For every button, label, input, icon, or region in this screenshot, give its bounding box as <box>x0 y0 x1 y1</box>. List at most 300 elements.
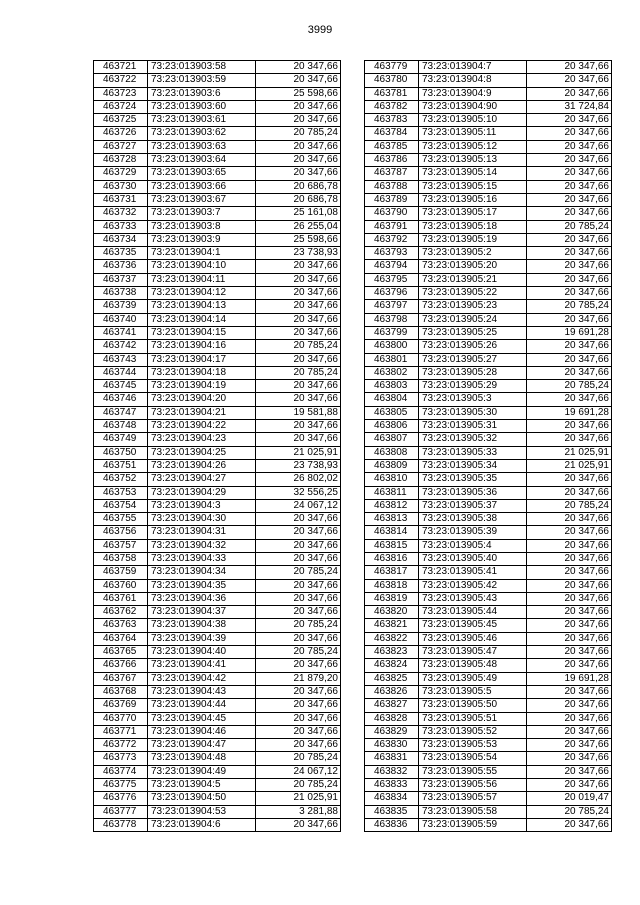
row-number-cell: 463737 <box>94 273 148 286</box>
cadastral-number-cell: 73:23:013905:34 <box>419 459 527 472</box>
table-row <box>365 353 612 366</box>
cadastral-number-cell: 73:23:013904:35 <box>148 579 256 592</box>
row-number-cell: 463762 <box>94 606 148 619</box>
value-cell: 20 347,66 <box>256 154 341 167</box>
value-cell: 20 347,66 <box>256 725 341 738</box>
cadastral-number-cell: 73:23:013904:33 <box>148 552 256 565</box>
table-row <box>94 619 341 632</box>
table-row <box>365 180 612 193</box>
table-row <box>94 207 341 220</box>
row-number-cell: 463750 <box>94 446 148 459</box>
row-number-cell: 463805 <box>365 406 419 419</box>
cadastral-number-cell: 73:23:013904:12 <box>148 287 256 300</box>
value-cell: 20 347,66 <box>527 366 612 379</box>
table-row <box>94 805 341 818</box>
row-number-cell: 463789 <box>365 193 419 206</box>
row-number-cell: 463829 <box>365 725 419 738</box>
row-number-cell: 463835 <box>365 805 419 818</box>
row-number-cell: 463748 <box>94 420 148 433</box>
row-number-cell: 463775 <box>94 779 148 792</box>
table-row <box>365 539 612 552</box>
cadastral-number-cell: 73:23:013904:25 <box>148 446 256 459</box>
table-row <box>365 340 612 353</box>
value-cell: 20 347,66 <box>256 579 341 592</box>
value-cell: 20 785,24 <box>527 499 612 512</box>
cadastral-number-cell: 73:23:013905:27 <box>419 353 527 366</box>
value-cell: 20 019,47 <box>527 792 612 805</box>
cadastral-number-cell: 73:23:013905:41 <box>419 566 527 579</box>
row-number-cell: 463825 <box>365 672 419 685</box>
value-cell: 20 347,66 <box>256 114 341 127</box>
cadastral-number-cell: 73:23:013904:32 <box>148 539 256 552</box>
table-row <box>94 114 341 127</box>
cadastral-number-cell: 73:23:013903:64 <box>148 154 256 167</box>
row-number-cell: 463728 <box>94 154 148 167</box>
cadastral-number-cell: 73:23:013904:1 <box>148 247 256 260</box>
table-row <box>365 685 612 698</box>
table-row <box>365 260 612 273</box>
value-cell: 20 347,66 <box>256 539 341 552</box>
cadastral-number-cell: 73:23:013905:19 <box>419 233 527 246</box>
row-number-cell: 463795 <box>365 273 419 286</box>
cadastral-number-cell: 73:23:013904:14 <box>148 313 256 326</box>
table-row <box>94 752 341 765</box>
value-cell: 20 347,66 <box>256 659 341 672</box>
cadastral-number-cell: 73:23:013904:21 <box>148 406 256 419</box>
value-cell: 20 347,66 <box>527 180 612 193</box>
value-cell: 20 347,66 <box>256 513 341 526</box>
cadastral-number-cell: 73:23:013904:30 <box>148 513 256 526</box>
row-number-cell: 463745 <box>94 380 148 393</box>
value-cell: 20 785,24 <box>256 340 341 353</box>
table-row <box>94 446 341 459</box>
cadastral-number-cell: 73:23:013903:9 <box>148 233 256 246</box>
cadastral-number-cell: 73:23:013904:27 <box>148 473 256 486</box>
row-number-cell: 463788 <box>365 180 419 193</box>
table-row <box>94 61 341 74</box>
table-row <box>94 74 341 87</box>
row-number-cell: 463822 <box>365 632 419 645</box>
value-cell: 20 785,24 <box>527 220 612 233</box>
row-number-cell: 463771 <box>94 725 148 738</box>
row-number-cell: 463753 <box>94 486 148 499</box>
row-number-cell: 463743 <box>94 353 148 366</box>
value-cell: 20 347,66 <box>527 579 612 592</box>
row-number-cell: 463831 <box>365 752 419 765</box>
value-cell: 20 347,66 <box>527 566 612 579</box>
cadastral-number-cell: 73:23:013905:15 <box>419 180 527 193</box>
row-number-cell: 463721 <box>94 61 148 74</box>
value-cell: 20 347,66 <box>527 739 612 752</box>
cadastral-number-cell: 73:23:013904:41 <box>148 659 256 672</box>
cadastral-number-cell: 73:23:013905:32 <box>419 433 527 446</box>
value-cell: 20 347,66 <box>527 193 612 206</box>
value-cell: 20 347,66 <box>256 300 341 313</box>
value-cell: 20 347,66 <box>256 74 341 87</box>
cadastral-number-cell: 73:23:013905:14 <box>419 167 527 180</box>
row-number-cell: 463738 <box>94 287 148 300</box>
table-row <box>94 539 341 552</box>
cadastral-number-cell: 73:23:013904:36 <box>148 592 256 605</box>
cadastral-number-cell: 73:23:013904:90 <box>419 100 527 113</box>
row-number-cell: 463823 <box>365 646 419 659</box>
value-cell: 20 347,66 <box>527 287 612 300</box>
row-number-cell: 463782 <box>365 100 419 113</box>
row-number-cell: 463797 <box>365 300 419 313</box>
cadastral-number-cell: 73:23:013904:13 <box>148 300 256 313</box>
cadastral-number-cell: 73:23:013905:53 <box>419 739 527 752</box>
row-number-cell: 463801 <box>365 353 419 366</box>
table-row <box>365 792 612 805</box>
register-table-right <box>364 60 612 832</box>
table-row <box>365 61 612 74</box>
value-cell: 20 347,66 <box>527 646 612 659</box>
cadastral-number-cell: 73:23:013905:40 <box>419 552 527 565</box>
row-number-cell: 463759 <box>94 566 148 579</box>
table-row <box>365 526 612 539</box>
value-cell: 24 067,12 <box>256 765 341 778</box>
cadastral-number-cell: 73:23:013905:18 <box>419 220 527 233</box>
row-number-cell: 463751 <box>94 459 148 472</box>
table-row <box>365 672 612 685</box>
table-row <box>94 486 341 499</box>
value-cell: 20 347,66 <box>527 592 612 605</box>
table-row <box>94 180 341 193</box>
table-row <box>94 739 341 752</box>
value-cell: 21 879,20 <box>256 672 341 685</box>
row-number-cell: 463811 <box>365 486 419 499</box>
row-number-cell: 463817 <box>365 566 419 579</box>
cadastral-number-cell: 73:23:013905:23 <box>419 300 527 313</box>
value-cell: 20 347,66 <box>527 247 612 260</box>
cadastral-number-cell: 73:23:013904:20 <box>148 393 256 406</box>
value-cell: 20 347,66 <box>527 154 612 167</box>
value-cell: 20 347,66 <box>256 699 341 712</box>
row-number-cell: 463783 <box>365 114 419 127</box>
page-number: 3999 <box>307 24 333 36</box>
table-row <box>94 606 341 619</box>
row-number-cell: 463722 <box>94 74 148 87</box>
cadastral-number-cell: 73:23:013904:34 <box>148 566 256 579</box>
cadastral-number-cell: 73:23:013905:25 <box>419 326 527 339</box>
value-cell: 20 347,66 <box>256 592 341 605</box>
cadastral-number-cell: 73:23:013905:50 <box>419 699 527 712</box>
row-number-cell: 463739 <box>94 300 148 313</box>
row-number-cell: 463727 <box>94 140 148 153</box>
cadastral-number-cell: 73:23:013904:50 <box>148 792 256 805</box>
cadastral-number-cell: 73:23:013905:39 <box>419 526 527 539</box>
value-cell: 20 347,66 <box>256 606 341 619</box>
row-number-cell: 463808 <box>365 446 419 459</box>
value-cell: 20 785,24 <box>256 646 341 659</box>
cadastral-number-cell: 73:23:013905:48 <box>419 659 527 672</box>
table-row <box>365 273 612 286</box>
row-number-cell: 463769 <box>94 699 148 712</box>
row-number-cell: 463760 <box>94 579 148 592</box>
table-row <box>94 646 341 659</box>
value-cell: 25 598,66 <box>256 87 341 100</box>
cadastral-number-cell: 73:23:013904:6 <box>148 818 256 831</box>
table-row <box>94 100 341 113</box>
row-number-cell: 463819 <box>365 592 419 605</box>
cadastral-number-cell: 73:23:013905:59 <box>419 818 527 831</box>
cadastral-number-cell: 73:23:013905:22 <box>419 287 527 300</box>
cadastral-number-cell: 73:23:013904:22 <box>148 420 256 433</box>
row-number-cell: 463741 <box>94 326 148 339</box>
table-row <box>365 632 612 645</box>
value-cell: 19 691,28 <box>527 406 612 419</box>
value-cell: 20 785,24 <box>527 380 612 393</box>
table-row <box>365 393 612 406</box>
cadastral-number-cell: 73:23:013905:36 <box>419 486 527 499</box>
table-row <box>365 366 612 379</box>
table-row <box>365 233 612 246</box>
table-row <box>94 699 341 712</box>
table-row <box>365 513 612 526</box>
table-row <box>365 619 612 632</box>
cadastral-number-cell: 73:23:013905:30 <box>419 406 527 419</box>
table-row <box>365 473 612 486</box>
cadastral-number-cell: 73:23:013905:21 <box>419 273 527 286</box>
cadastral-number-cell: 73:23:013905:33 <box>419 446 527 459</box>
row-number-cell: 463754 <box>94 499 148 512</box>
cadastral-number-cell: 73:23:013903:59 <box>148 74 256 87</box>
table-row <box>365 486 612 499</box>
value-cell: 23 738,93 <box>256 459 341 472</box>
table-row <box>365 459 612 472</box>
table-row <box>94 127 341 140</box>
value-cell: 20 347,66 <box>256 61 341 74</box>
table-row <box>94 499 341 512</box>
table-row <box>365 420 612 433</box>
cadastral-number-cell: 73:23:013905:46 <box>419 632 527 645</box>
cadastral-number-cell: 73:23:013905:3 <box>419 393 527 406</box>
table-row <box>365 739 612 752</box>
row-number-cell: 463756 <box>94 526 148 539</box>
row-number-cell: 463810 <box>365 473 419 486</box>
table-row <box>365 127 612 140</box>
table-row <box>365 659 612 672</box>
cadastral-number-cell: 73:23:013904:19 <box>148 380 256 393</box>
table-row <box>365 765 612 778</box>
value-cell: 25 161,08 <box>256 207 341 220</box>
row-number-cell: 463818 <box>365 579 419 592</box>
table-row <box>94 712 341 725</box>
row-number-cell: 463821 <box>365 619 419 632</box>
cadastral-number-cell: 73:23:013905:13 <box>419 154 527 167</box>
value-cell: 3 281,88 <box>256 805 341 818</box>
table-row <box>94 273 341 286</box>
value-cell: 19 691,28 <box>527 326 612 339</box>
cadastral-number-cell: 73:23:013904:45 <box>148 712 256 725</box>
row-number-cell: 463777 <box>94 805 148 818</box>
value-cell: 20 785,24 <box>256 366 341 379</box>
row-number-cell: 463731 <box>94 193 148 206</box>
table-row <box>94 473 341 486</box>
row-number-cell: 463799 <box>365 326 419 339</box>
table-row <box>94 765 341 778</box>
table-row <box>365 752 612 765</box>
cadastral-number-cell: 73:23:013903:63 <box>148 140 256 153</box>
row-number-cell: 463724 <box>94 100 148 113</box>
cadastral-number-cell: 73:23:013904:42 <box>148 672 256 685</box>
row-number-cell: 463767 <box>94 672 148 685</box>
value-cell: 20 347,66 <box>527 619 612 632</box>
row-number-cell: 463730 <box>94 180 148 193</box>
table-row <box>94 779 341 792</box>
value-cell: 21 025,91 <box>256 446 341 459</box>
table-row <box>94 672 341 685</box>
table-row <box>94 725 341 738</box>
cadastral-number-cell: 73:23:013903:60 <box>148 100 256 113</box>
value-cell: 25 598,66 <box>256 233 341 246</box>
row-number-cell: 463740 <box>94 313 148 326</box>
table-row <box>94 592 341 605</box>
row-number-cell: 463778 <box>94 818 148 831</box>
row-number-cell: 463791 <box>365 220 419 233</box>
table-row <box>365 207 612 220</box>
table-row <box>94 579 341 592</box>
table-row <box>94 140 341 153</box>
value-cell: 20 347,66 <box>527 340 612 353</box>
value-cell: 20 347,66 <box>256 632 341 645</box>
cadastral-number-cell: 73:23:013904:29 <box>148 486 256 499</box>
row-number-cell: 463746 <box>94 393 148 406</box>
row-number-cell: 463824 <box>365 659 419 672</box>
table-row <box>365 300 612 313</box>
table-row <box>365 579 612 592</box>
value-cell: 20 347,66 <box>256 313 341 326</box>
cadastral-number-cell: 73:23:013905:51 <box>419 712 527 725</box>
value-cell: 21 025,91 <box>527 446 612 459</box>
cadastral-number-cell: 73:23:013905:16 <box>419 193 527 206</box>
cadastral-number-cell: 73:23:013905:44 <box>419 606 527 619</box>
table-row <box>94 193 341 206</box>
table-row <box>94 818 341 831</box>
row-number-cell: 463784 <box>365 127 419 140</box>
value-cell: 20 347,66 <box>527 61 612 74</box>
row-number-cell: 463734 <box>94 233 148 246</box>
table-row <box>365 433 612 446</box>
row-number-cell: 463802 <box>365 366 419 379</box>
row-number-cell: 463830 <box>365 739 419 752</box>
row-number-cell: 463774 <box>94 765 148 778</box>
value-cell: 23 738,93 <box>256 247 341 260</box>
cadastral-number-cell: 73:23:013905:55 <box>419 765 527 778</box>
row-number-cell: 463764 <box>94 632 148 645</box>
table-row <box>94 632 341 645</box>
table-row <box>94 513 341 526</box>
cadastral-number-cell: 73:23:013905:29 <box>419 380 527 393</box>
value-cell: 20 347,66 <box>527 87 612 100</box>
value-cell: 19 691,28 <box>527 672 612 685</box>
cadastral-number-cell: 73:23:013904:5 <box>148 779 256 792</box>
value-cell: 20 785,24 <box>256 752 341 765</box>
cadastral-number-cell: 73:23:013905:58 <box>419 805 527 818</box>
value-cell: 20 347,66 <box>527 313 612 326</box>
table-row <box>94 167 341 180</box>
table-row <box>365 326 612 339</box>
value-cell: 20 347,66 <box>527 699 612 712</box>
table-row <box>365 87 612 100</box>
table-row <box>94 247 341 260</box>
row-number-cell: 463747 <box>94 406 148 419</box>
value-cell: 20 785,24 <box>256 127 341 140</box>
cadastral-number-cell: 73:23:013905:12 <box>419 140 527 153</box>
cadastral-number-cell: 73:23:013904:48 <box>148 752 256 765</box>
row-number-cell: 463828 <box>365 712 419 725</box>
cadastral-number-cell: 73:23:013904:16 <box>148 340 256 353</box>
table-row <box>365 140 612 153</box>
row-number-cell: 463834 <box>365 792 419 805</box>
register-table-left <box>93 60 341 832</box>
value-cell: 21 025,91 <box>256 792 341 805</box>
value-cell: 20 785,24 <box>256 619 341 632</box>
value-cell: 20 347,66 <box>527 233 612 246</box>
row-number-cell: 463723 <box>94 87 148 100</box>
cadastral-number-cell: 73:23:013905:54 <box>419 752 527 765</box>
row-number-cell: 463725 <box>94 114 148 127</box>
value-cell: 20 347,66 <box>527 273 612 286</box>
row-number-cell: 463812 <box>365 499 419 512</box>
table-row <box>365 74 612 87</box>
cadastral-number-cell: 73:23:013904:38 <box>148 619 256 632</box>
value-cell: 20 347,66 <box>527 513 612 526</box>
value-cell: 20 347,66 <box>256 420 341 433</box>
row-number-cell: 463779 <box>365 61 419 74</box>
cadastral-number-cell: 73:23:013904:47 <box>148 739 256 752</box>
value-cell: 20 686,78 <box>256 193 341 206</box>
value-cell: 20 347,66 <box>256 739 341 752</box>
row-number-cell: 463813 <box>365 513 419 526</box>
cadastral-number-cell: 73:23:013905:20 <box>419 260 527 273</box>
cadastral-number-cell: 73:23:013904:7 <box>419 61 527 74</box>
table-row <box>94 420 341 433</box>
cadastral-number-cell: 73:23:013905:49 <box>419 672 527 685</box>
table-row <box>365 725 612 738</box>
value-cell: 20 347,66 <box>527 420 612 433</box>
value-cell: 20 347,66 <box>527 526 612 539</box>
row-number-cell: 463776 <box>94 792 148 805</box>
value-cell: 20 347,66 <box>256 260 341 273</box>
row-number-cell: 463757 <box>94 539 148 552</box>
table-row <box>365 699 612 712</box>
table-row <box>365 193 612 206</box>
cadastral-number-cell: 73:23:013905:10 <box>419 114 527 127</box>
value-cell: 20 347,66 <box>527 712 612 725</box>
row-number-cell: 463826 <box>365 685 419 698</box>
value-cell: 20 347,66 <box>256 433 341 446</box>
row-number-cell: 463773 <box>94 752 148 765</box>
value-cell: 20 347,66 <box>527 818 612 831</box>
value-cell: 20 686,78 <box>256 180 341 193</box>
cadastral-number-cell: 73:23:013905:4 <box>419 539 527 552</box>
cadastral-number-cell: 73:23:013905:42 <box>419 579 527 592</box>
cadastral-number-cell: 73:23:013904:46 <box>148 725 256 738</box>
table-row <box>365 100 612 113</box>
table-row <box>94 233 341 246</box>
table-row <box>365 220 612 233</box>
value-cell: 20 347,66 <box>527 685 612 698</box>
table-row <box>94 87 341 100</box>
cadastral-number-cell: 73:23:013903:67 <box>148 193 256 206</box>
table-row <box>94 566 341 579</box>
value-cell: 20 347,66 <box>527 114 612 127</box>
table-row <box>94 366 341 379</box>
table-row <box>94 552 341 565</box>
table-row <box>365 247 612 260</box>
value-cell: 20 347,66 <box>527 207 612 220</box>
